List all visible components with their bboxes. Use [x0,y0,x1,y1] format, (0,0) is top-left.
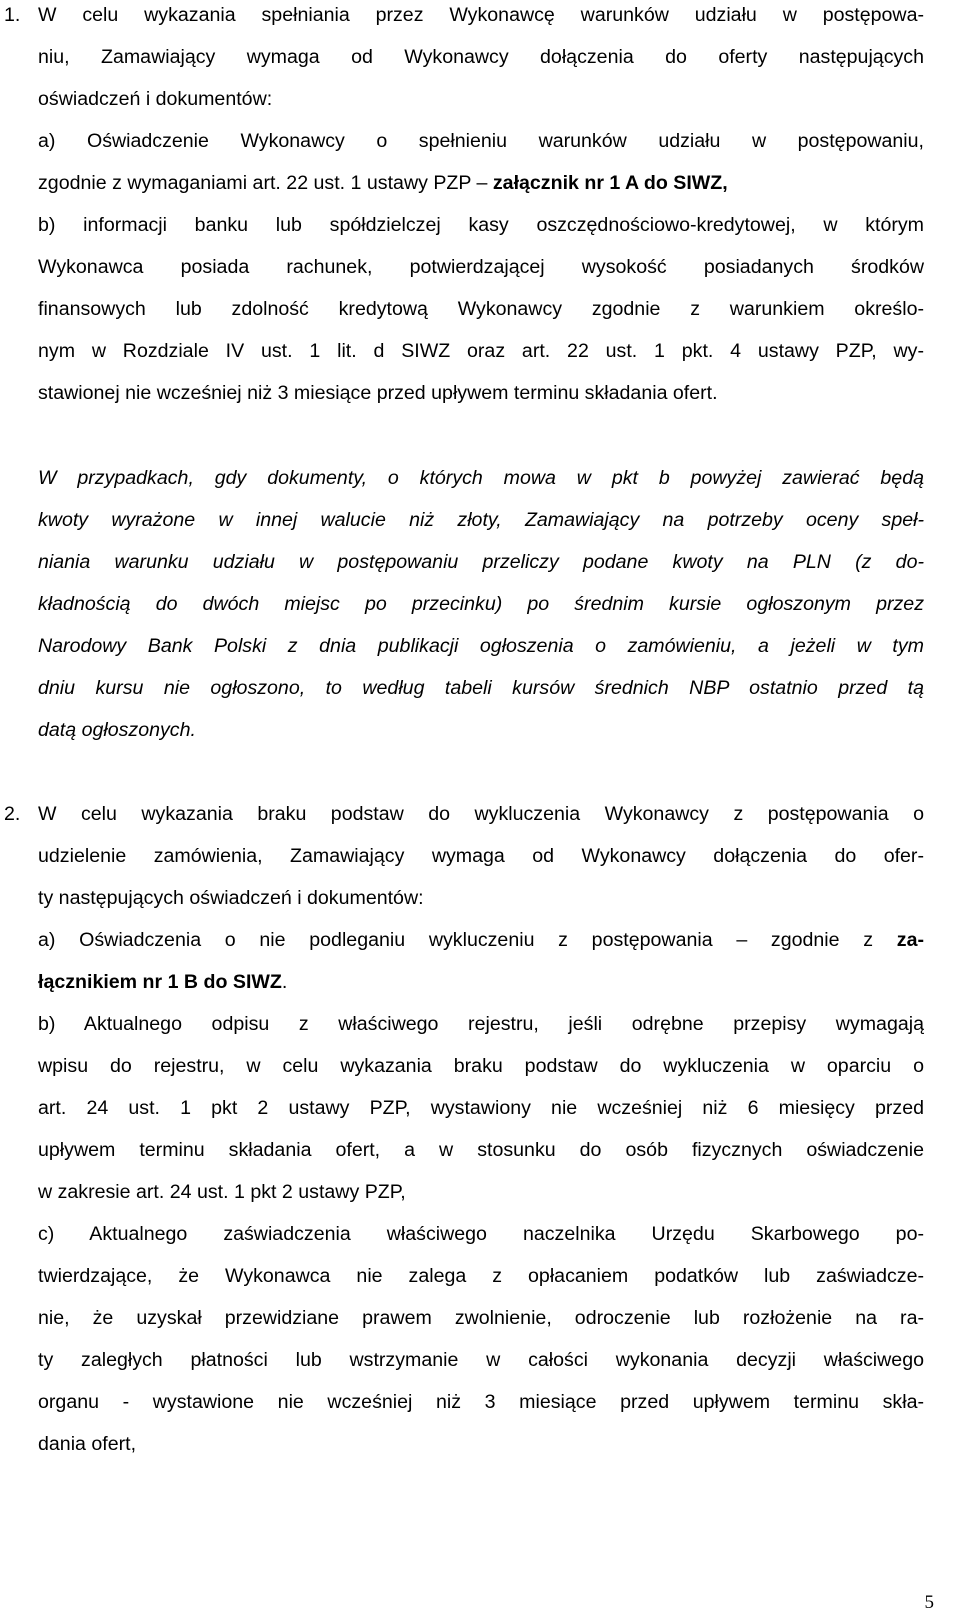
item-2b-line: b) Aktualnego odpisu z właściwego rejestru, jeśli odrębne przepisy wymagają [38,1013,924,1035]
item-a-line: a) Oświadczenie Wykonawcy o spełnieniu warunków udziału w postępowaniu, [38,130,924,152]
item-2c-line: nie, że uzyskał przewidziane prawem zwolnienie, odroczenie lub rozłożenie na ra- [38,1307,924,1329]
section-1-line: niu, Zamawiający wymaga od Wykonawcy dołączenia do oferty następujących [38,46,924,68]
item-2c-line: dania ofert, [38,1433,137,1455]
section-2-line: W celu wykazania braku podstaw do wykluczenia Wykonawcy z postępowania o [38,803,924,825]
item-b-line: stawionej nie wcześniej niż 3 miesiące przed upływem terminu składania ofert. [38,382,718,404]
item-2b-line: w zakresie art. 24 ust. 1 pkt 2 ustawy PZP, [38,1181,406,1203]
item-2b-line: art. 24 ust. 1 pkt 2 ustawy PZP, wystawiony nie wcześniej niż 6 miesięcy przed [38,1097,924,1119]
section-1-number: 1. [4,4,21,26]
section-2-line: ty następujących oświadczeń i dokumentów: [38,887,424,909]
attachment-1a-reference: załącznik nr 1 A do SIWZ, [492,172,728,194]
item-2a-line [38,970,924,994]
item-2a-tail: . [281,971,288,993]
currency-note-line: W przypadkach, gdy dokumenty, o których mowa w pkt b powyżej zawierać będą [38,467,924,489]
item-2c-line: organu - wystawione nie wcześniej niż 3 miesiące przed upływem terminu skła- [38,1391,924,1413]
attachment-1b-reference: za- [896,929,924,951]
item-a-text: zgodnie z wymaganiami art. 22 ust. 1 ustawy PZP – [38,172,493,194]
item-2a-text: a) Oświadczenia o nie podleganiu wykluczeniu z postępowania – zgodnie z [38,929,897,951]
page-number: 5 [924,1592,934,1613]
item-a-line [38,171,924,195]
currency-note-line: datą ogłoszonych. [38,719,196,741]
currency-note-line: kwoty wyrażone w innej walucie niż złoty, Zamawiający na potrzeby oceny speł- [38,509,924,531]
item-b-line: nym w Rozdziale IV ust. 1 lit. d SIWZ oraz art. 22 ust. 1 pkt. 4 ustawy PZP, wy- [38,340,924,362]
section-1-line: W celu wykazania spełniania przez Wykonawcę warunków udziału w postępowa- [38,4,924,26]
item-2b-line: upływem terminu składania ofert, a w stosunku do osób fizycznych oświadczenie [38,1139,924,1161]
section-1-line: oświadczeń i dokumentów: [38,88,273,110]
item-b-line: finansowych lub zdolność kredytową Wykonawcy zgodnie z warunkiem określo- [38,298,924,320]
currency-note-line: niania warunku udziału w postępowaniu przeliczy podane kwoty na PLN (z do- [38,551,924,573]
item-2c-line: ty zaległych płatności lub wstrzymanie w całości wykonania decyzji właściwego [38,1349,924,1371]
item-2c-line: twierdzające, że Wykonawca nie zalega z opłacaniem podatków lub zaświadcze- [38,1265,924,1287]
currency-note-line: Narodowy Bank Polski z dnia publikacji ogłoszenia o zamówieniu, a jeżeli w tym [38,635,924,657]
currency-note-line: dniu kursu nie ogłoszono, to według tabeli kursów średnich NBP ostatnio przed tą [38,677,924,699]
item-b-line: Wykonawca posiada rachunek, potwierdzającej wysokość posiadanych środków [38,256,924,278]
section-2-number: 2. [4,803,21,825]
attachment-1b-reference-cont: łącznikiem nr 1 B do SIWZ [38,971,282,993]
item-2b-line: wpisu do rejestru, w celu wykazania braku podstaw do wykluczenia w oparciu o [38,1055,924,1077]
item-2a-line [38,928,924,952]
item-b-line: b) informacji banku lub spółdzielczej kasy oszczędnościowo-kredytowej, w którym [38,214,924,236]
section-2-line: udzielenie zamówienia, Zamawiający wymaga od Wykonawcy dołączenia do ofer- [38,845,924,867]
item-2c-line: c) Aktualnego zaświadczenia właściwego naczelnika Urzędu Skarbowego po- [38,1223,924,1245]
currency-note-line: kładnością do dwóch miejsc po przecinku) po średnim kursie ogłoszonym przez [38,593,924,615]
